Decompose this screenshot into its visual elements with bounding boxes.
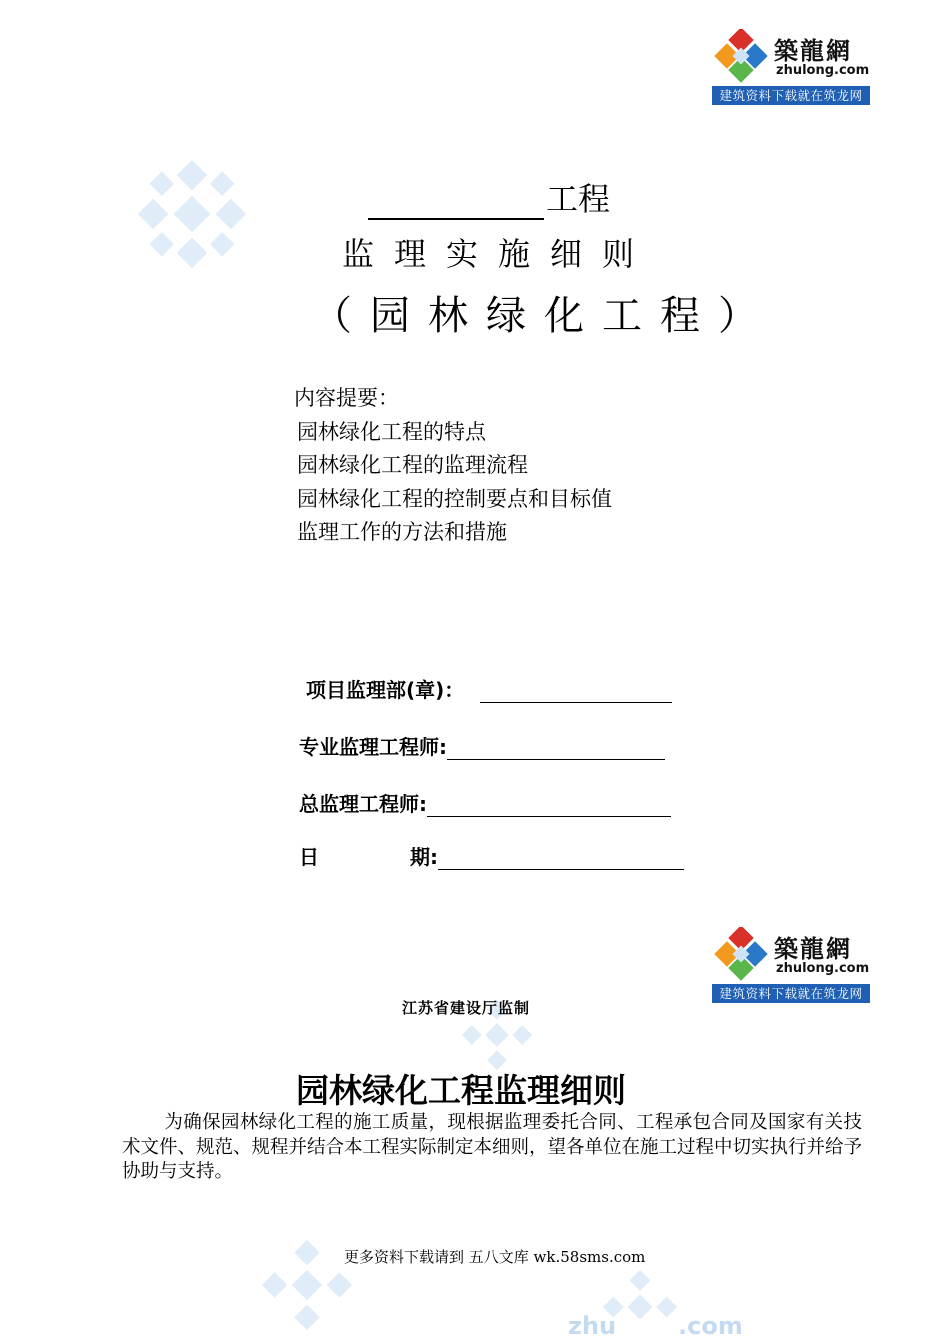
summary-item: 监理工作的方法和措施 (297, 520, 507, 544)
snowflake-watermark-icon (138, 160, 246, 268)
watermark-text-right: .com (678, 1312, 743, 1340)
zhulong-diamond-icon (714, 927, 772, 983)
signature-line[interactable] (438, 849, 684, 870)
zhulong-logo (712, 925, 870, 1005)
signature-label: 总监理工程师: (299, 792, 427, 816)
summary-item: 园林绿化工程的监理流程 (297, 453, 528, 477)
cover-heading: 监理实施细则 (342, 235, 655, 273)
snowflake-watermark-icon (262, 1240, 352, 1330)
project-title-suffix: 工程 (546, 180, 611, 218)
logo-slogan: 建筑资料下载就在筑龙网 (712, 984, 870, 1003)
logo-slogan: 建筑资料下载就在筑龙网 (712, 86, 870, 105)
signature-label: 专业监理工程师: (299, 735, 447, 759)
signature-line[interactable] (427, 796, 671, 817)
zhulong-logo (712, 27, 870, 107)
logo-name-cn: 築龍網 (774, 934, 852, 963)
footer-link-text[interactable]: 更多资料下载请到 五八文库 wk.58sms.com (344, 1248, 646, 1266)
logo-name-cn: 築龍網 (774, 36, 852, 65)
signature-line[interactable] (480, 682, 672, 703)
signature-date (299, 841, 319, 870)
summary-item: 园林绿化工程的控制要点和目标值 (297, 486, 612, 511)
cover-subheading: （园林绿化工程） (312, 293, 776, 339)
intro-paragraph-text: 为确保园林绿化工程的施工质量，现根据监理委托合同、工程承包合同及国家有关技术文件、规范、规程并结合本工程实际制定本细则，望各单位在施工过程中切实执行并给予协助与支持。 (122, 1112, 863, 1182)
logo-name-en: zhulong.com (776, 961, 870, 976)
project-title (368, 174, 610, 220)
signature-date-tail (410, 841, 684, 870)
zhulong-diamond-icon (714, 29, 772, 85)
summary-label: 内容提要： (294, 386, 399, 410)
signature-project-dept (306, 674, 672, 703)
summary-block (294, 382, 612, 550)
signature-chief-engineer (299, 788, 671, 817)
signature-label: 日 (299, 845, 319, 869)
issuer-label: 江苏省建设厅监制 (402, 999, 531, 1017)
signature-specialist-engineer (299, 731, 665, 760)
signature-line[interactable] (447, 739, 665, 760)
intro-paragraph (122, 1111, 862, 1185)
summary-item: 园林绿化工程的特点 (297, 419, 486, 444)
document-title: 园林绿化工程监理细则 (296, 1071, 626, 1110)
signature-label: 项目监理部(章)： (306, 678, 465, 702)
project-name-blank (368, 188, 544, 220)
signature-label: 期: (410, 845, 438, 869)
logo-name-en: zhulong.com (776, 63, 870, 78)
watermark-text-left: zhu (568, 1312, 617, 1340)
